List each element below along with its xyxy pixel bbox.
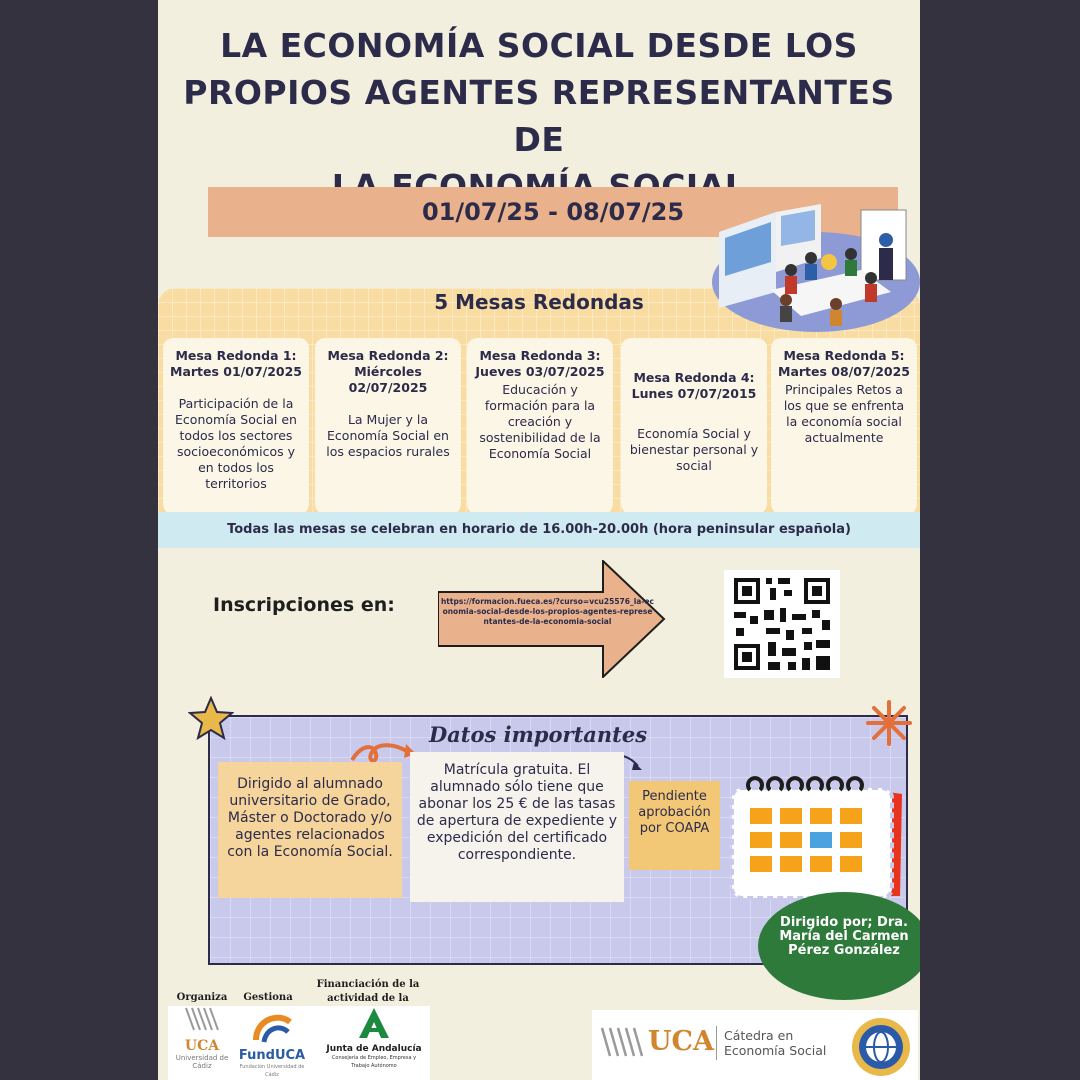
junta-a-icon bbox=[357, 1006, 391, 1040]
matricula-box: Matrícula gratuita. El alumnado sólo tiene que abonar los 25 € de las tasas de apertura de expediente y expedición del certificado correspondiente. bbox=[410, 752, 624, 902]
mesa-2-header: Mesa Redonda 2: Miércoles 02/07/2025 bbox=[327, 348, 449, 395]
title-line-1: LA ECONOMÍA SOCIAL DESDE LOS bbox=[220, 26, 858, 65]
mesa-5-header: Mesa Redonda 5: Martes 08/07/2025 bbox=[778, 348, 910, 379]
mesa-card-4 bbox=[621, 338, 767, 514]
catedra-divider bbox=[716, 1026, 717, 1060]
mesa-3-description: Educación y formación para la creación y sostenibilidad de la Economía Social bbox=[479, 382, 601, 461]
mesa-2-description: La Mujer y la Economía Social en los espacios rurales bbox=[326, 412, 450, 459]
mesa-1-description: Participación de la Economía Social en todos los sectores socioeconómicos y en todos los territorios bbox=[175, 396, 297, 491]
mesa-5-description: Principales Retos a los que se enfrenta la economía social actualmente bbox=[783, 382, 905, 445]
mesa-card-2 bbox=[315, 338, 461, 514]
catedra-uca-text: UCA bbox=[648, 1026, 714, 1057]
pendiente-box: Pendiente aprobación por COAPA bbox=[629, 781, 720, 870]
funduca-text: FundUCA bbox=[238, 1048, 306, 1063]
page-title bbox=[158, 22, 920, 210]
poster bbox=[158, 0, 920, 1080]
dates-banner: 01/07/25 - 08/07/25 bbox=[208, 187, 898, 237]
organiza-label: Organiza bbox=[176, 992, 228, 1003]
mesa-1-header: Mesa Redonda 1: Martes 01/07/2025 bbox=[170, 348, 302, 379]
uca-logo bbox=[172, 1004, 232, 1070]
registration-link[interactable]: https://formacion.fueca.es/?curso=vcu25576_la-economia-social-desde-los-propios-agentes-representantes-de-la-economia-social bbox=[440, 597, 655, 626]
star-icon bbox=[188, 696, 234, 740]
mesa-card-1 bbox=[163, 338, 309, 514]
sparkle-icon bbox=[864, 698, 914, 748]
qr-code-icon bbox=[724, 570, 840, 678]
datos-title: Datos importantes bbox=[428, 722, 648, 747]
directora-badge: Dirigido por; Dra. María del Carmen Pérez González bbox=[758, 892, 920, 1000]
dirigido-box: Dirigido al alumnado universitario de Grado, Máster o Doctorado y/o agentes relacionados con la Economía Social. bbox=[218, 762, 402, 898]
qr-code[interactable] bbox=[724, 570, 840, 678]
gestiona-label: Gestiona bbox=[243, 992, 293, 1003]
title-line-2: PROPIOS AGENTES REPRESENTANTES DE bbox=[183, 73, 895, 159]
mesas-title: 5 Mesas Redondas bbox=[434, 290, 644, 314]
funduca-logo bbox=[236, 1010, 308, 1079]
uca-sub: Universidad de Cádiz bbox=[175, 1054, 229, 1070]
junta-sub: Consejería de Empleo, Empresa y Trabajo Autónomo bbox=[331, 1055, 417, 1069]
meeting-illustration bbox=[711, 200, 920, 335]
mesa-4-description: Economía Social y bienestar personal y social bbox=[629, 426, 759, 473]
inscripciones-label: Inscripciones en: bbox=[213, 594, 395, 616]
mesa-3-header: Mesa Redonda 3: Jueves 03/07/2025 bbox=[475, 348, 605, 379]
mesa-card-3 bbox=[467, 338, 613, 514]
financiacion-label: Financiación de la actividad de la bbox=[316, 979, 420, 1004]
funduca-swoosh-icon bbox=[250, 1010, 294, 1044]
calendar-icon bbox=[724, 770, 904, 900]
horario-banner: Todas las mesas se celebran en horario de 16.00h-20.00h (hora peninsular española) bbox=[158, 512, 920, 548]
globe-emblem-icon bbox=[850, 1016, 912, 1078]
junta-logo bbox=[324, 1006, 424, 1070]
catedra-text: Cátedra en Economía Social bbox=[724, 1028, 827, 1058]
catedra-columns-icon bbox=[598, 1024, 644, 1060]
mesa-card-5 bbox=[771, 338, 917, 514]
uca-columns-icon bbox=[182, 1004, 222, 1034]
funduca-sub: Fundación Universidad de Cádiz bbox=[239, 1064, 305, 1078]
mesa-4-header: Mesa Redonda 4: Lunes 07/07/2015 bbox=[631, 370, 757, 401]
junta-text: Junta de Andalucía bbox=[326, 1044, 422, 1054]
uca-text: UCA bbox=[184, 1038, 220, 1054]
